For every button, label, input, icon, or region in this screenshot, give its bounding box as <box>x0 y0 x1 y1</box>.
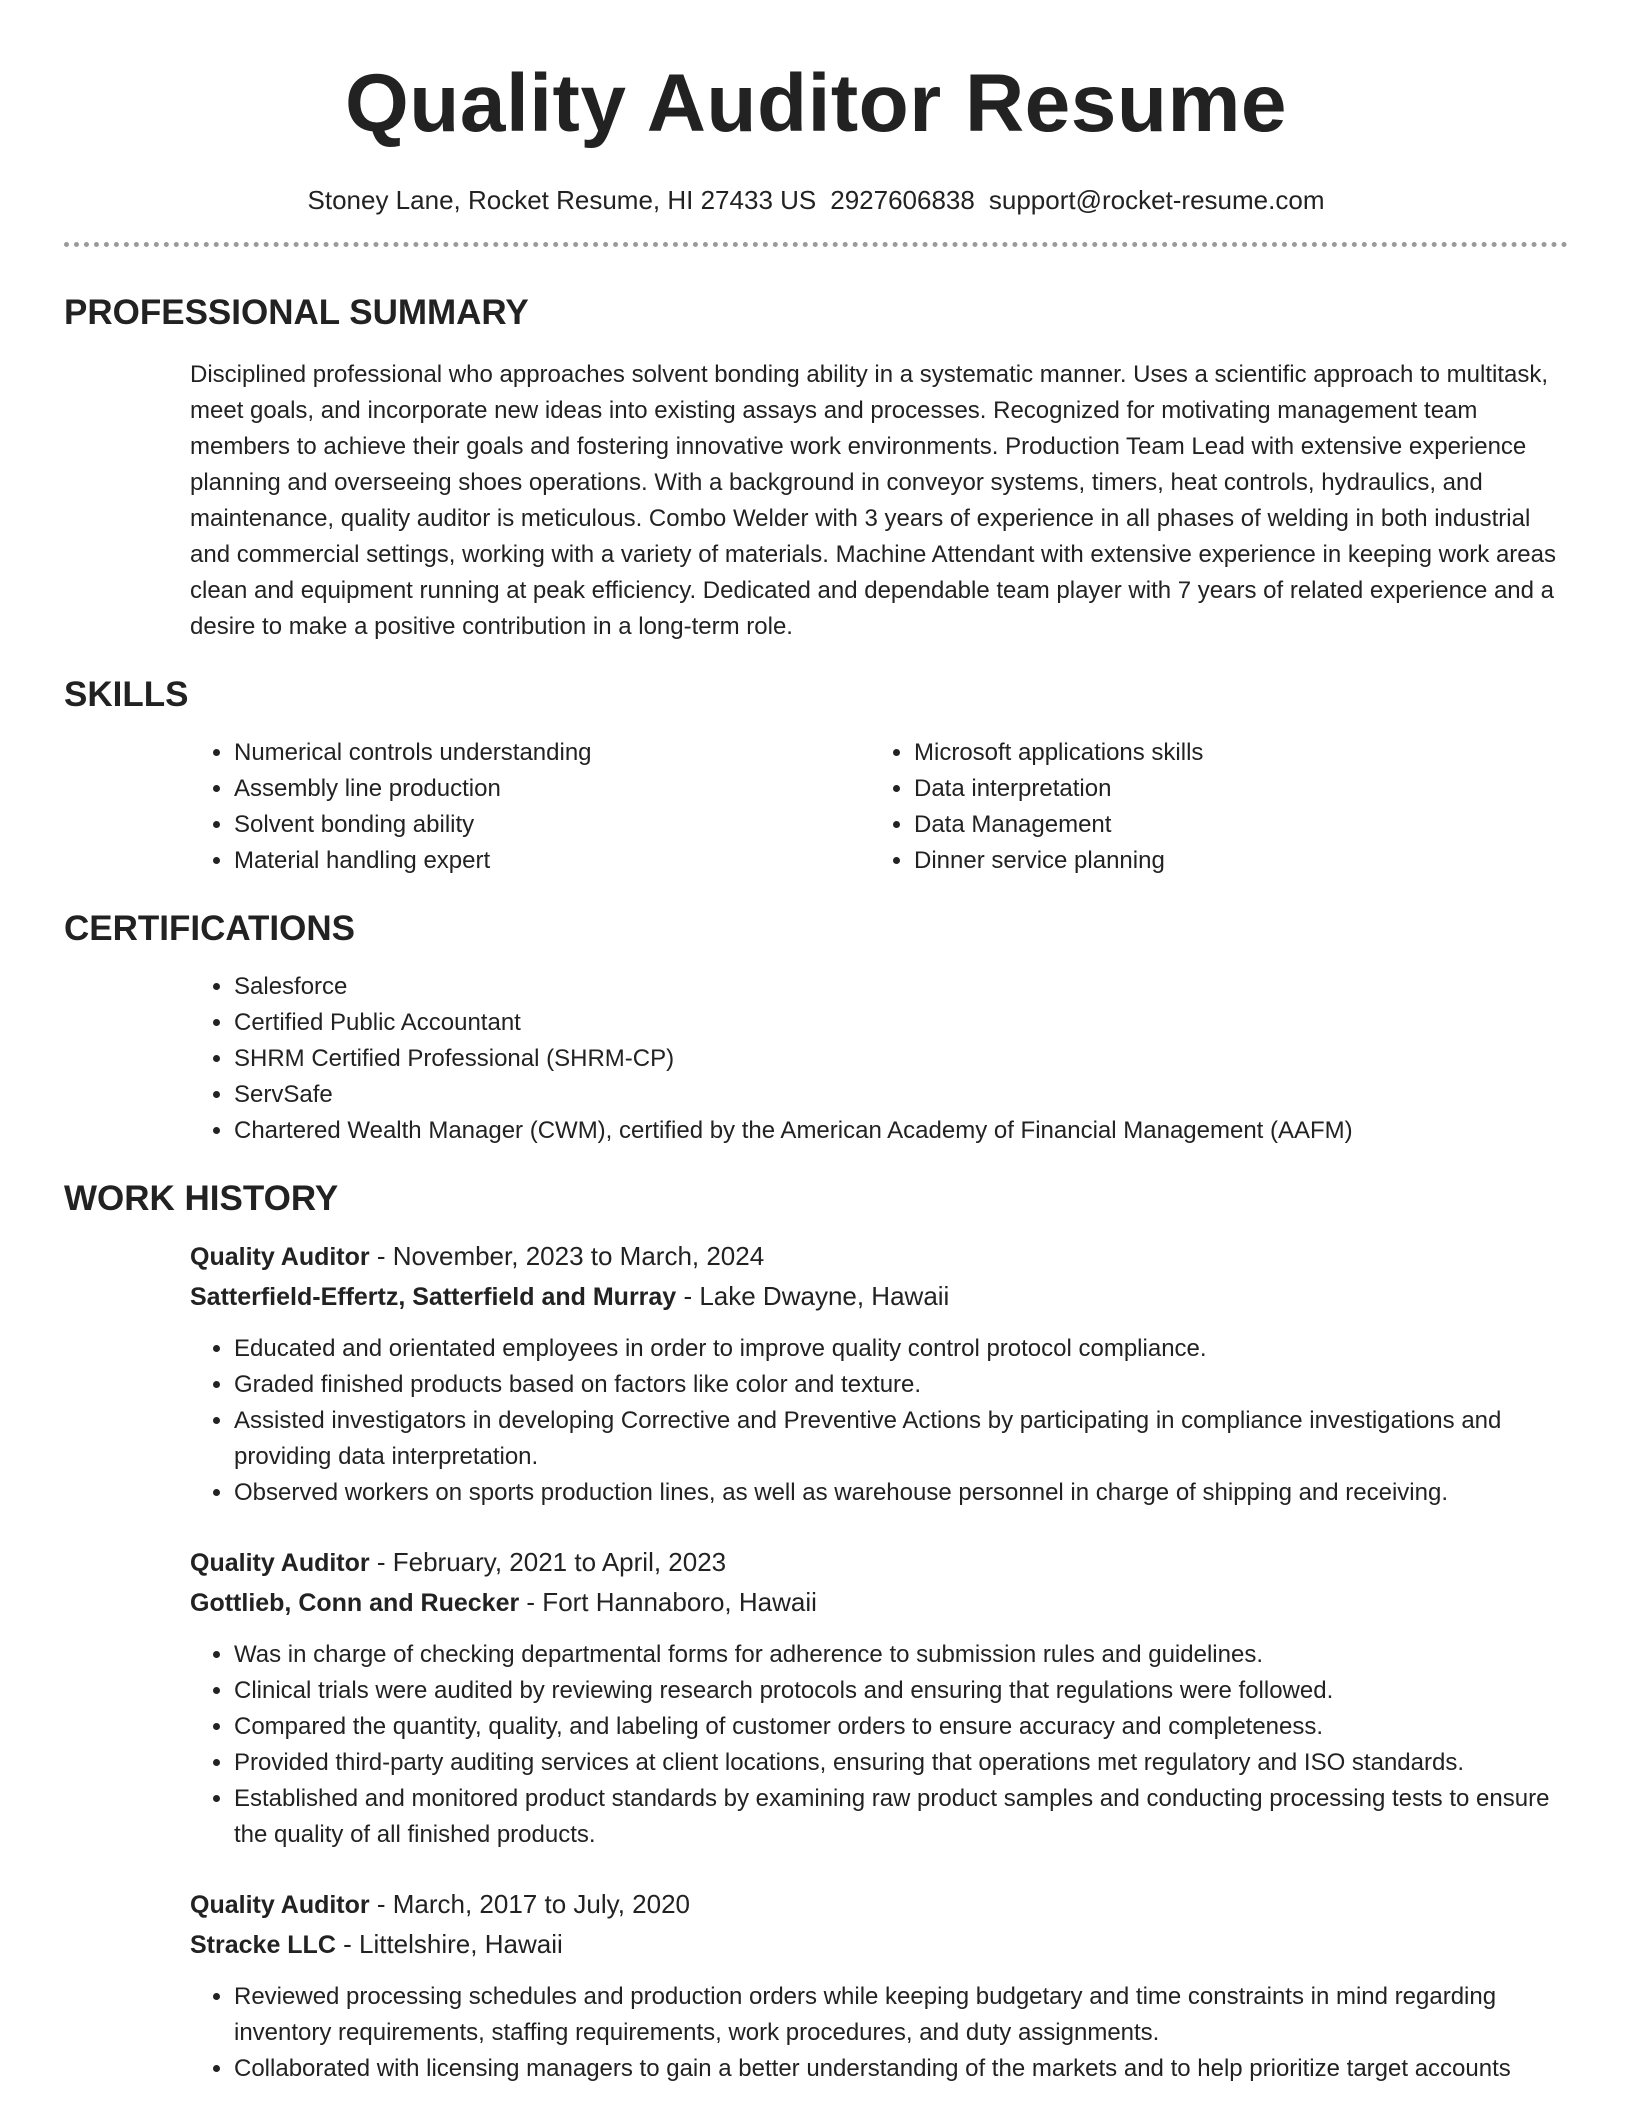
job-company-line <box>190 1277 1568 1317</box>
job-location: - Lake Dwayne, Hawaii <box>676 1281 950 1311</box>
job-title-line <box>190 1543 1568 1583</box>
job-bullets <box>64 1637 1568 1853</box>
skills-column-left <box>190 735 870 879</box>
work-history-section <box>64 1177 1568 2087</box>
list-item: • Reviewed processing schedules and production orders while keeping budgetary and time constraints in mind regarding inventory requirements, staffing requirements, work procedures, and duty assignments. <box>234 1979 1568 2051</box>
list-item: • SHRM Certified Professional (SHRM-CP) <box>234 1041 1568 1077</box>
job-bullets <box>64 1331 1568 1511</box>
list-item: • Graded finished products based on factors like color and texture. <box>234 1367 1568 1403</box>
job-location: - Littelshire, Hawaii <box>335 1929 563 1959</box>
certifications-body <box>190 969 1568 1149</box>
job-entry <box>190 1885 1568 2087</box>
list-item: • ServSafe <box>234 1077 1568 1113</box>
list-item: • Microsoft applications skills <box>914 735 1550 771</box>
list-item: • Educated and orientated employees in order to improve quality control protocol compliance. <box>234 1331 1568 1367</box>
job-entry <box>190 1543 1568 1853</box>
job-entry <box>190 1237 1568 1511</box>
skills-list-right <box>870 735 1550 879</box>
job-dates: - November, 2023 to March, 2024 <box>369 1241 765 1271</box>
list-item: • Established and monitored product standards by examining raw product samples and conducting processing tests to ensure the quality of all finished products. <box>234 1781 1568 1853</box>
list-item: • Was in charge of checking departmental forms for adherence to submission rules and guidelines. <box>234 1637 1568 1673</box>
skills-grid <box>190 735 1568 879</box>
list-item: • Clinical trials were audited by reviewing research protocols and ensuring that regulations were followed. <box>234 1673 1568 1709</box>
job-company-line <box>190 1583 1568 1623</box>
job-title: Quality Auditor <box>190 1549 370 1577</box>
contact-address: Stoney Lane, Rocket Resume, HI 27433 US <box>307 185 817 215</box>
list-item: • Certified Public Accountant <box>234 1005 1568 1041</box>
list-item: • Assisted investigators in developing Corrective and Preventive Actions by participating in compliance investigations and providing data interpretation. <box>234 1403 1568 1475</box>
contact-line <box>64 182 1568 218</box>
job-bullets <box>64 1979 1568 2087</box>
job-company: Satterfield-Effertz, Satterfield and Murray <box>190 1283 677 1311</box>
header-divider <box>64 242 1568 247</box>
contact-email: support@rocket-resume.com <box>988 185 1325 215</box>
work-history-heading: WORK HISTORY <box>64 1179 339 1218</box>
list-item: • Observed workers on sports production lines, as well as warehouse personnel in charge of shipping and receiving. <box>234 1475 1568 1511</box>
list-item: • Data interpretation <box>914 771 1550 807</box>
job-title-line <box>190 1885 1568 1925</box>
job-company-line <box>190 1925 1568 1965</box>
list-item: • Data Management <box>914 807 1550 843</box>
list-item: • Chartered Wealth Manager (CWM), certified by the American Academy of Financial Management (AAFM) <box>234 1113 1568 1149</box>
summary-text: Disciplined professional who approaches solvent bonding ability in a systematic manner. Uses a scientific approach to multitask, meet goals, and incorporate new ideas into existing assays and processes. Recognized for motivating management team members to achieve their goals and fostering innovative work environments. Production Team Lead with extensive experience planning and overseeing shoes operations. With a background in conveyor systems, timers, heat controls, hydraulics, and maintenance, quality auditor is meticulous. Combo Welder with 3 years of experience in all phases of welding in both industrial and commercial settings, working with a variety of materials. Machine Attendant with extensive experience in keeping work areas clean and equipment running at peak efficiency. Dedicated and dependable team player with 7 years of related experience and a desire to make a positive contribution in a long-term role. <box>190 361 1556 640</box>
summary-section <box>64 291 1568 645</box>
skills-column-right <box>870 735 1550 879</box>
skills-section <box>64 673 1568 879</box>
skills-list-left <box>190 735 870 879</box>
list-item: • Numerical controls understanding <box>234 735 870 771</box>
job-company: Gottlieb, Conn and Ruecker <box>190 1589 520 1617</box>
list-item: • Material handling expert <box>234 843 870 879</box>
contact-phone: 2927606838 <box>830 185 975 215</box>
job-company: Stracke LLC <box>190 1931 336 1959</box>
skills-heading: SKILLS <box>64 675 189 714</box>
certifications-heading: CERTIFICATIONS <box>64 909 356 948</box>
list-item: • Collaborated with licensing managers to gain a better understanding of the markets and to help prioritize target accounts <box>234 2051 1568 2087</box>
list-item: • Compared the quantity, quality, and labeling of customer orders to ensure accuracy and completeness. <box>234 1709 1568 1745</box>
job-dates: - February, 2021 to April, 2023 <box>369 1547 727 1577</box>
list-item: • Solvent bonding ability <box>234 807 870 843</box>
job-location: - Fort Hannaboro, Hawaii <box>519 1587 817 1617</box>
list-item: • Assembly line production <box>234 771 870 807</box>
list-item: • Dinner service planning <box>914 843 1550 879</box>
summary-heading: PROFESSIONAL SUMMARY <box>64 293 529 332</box>
job-title: Quality Auditor <box>190 1243 370 1271</box>
list-item: • Salesforce <box>234 969 1568 1005</box>
job-dates: - March, 2017 to July, 2020 <box>369 1889 690 1919</box>
job-title: Quality Auditor <box>190 1891 370 1919</box>
list-item: • Provided third-party auditing services at client locations, ensuring that operations met regulatory and ISO standards. <box>234 1745 1568 1781</box>
job-title-line <box>190 1237 1568 1277</box>
certifications-list <box>190 969 1568 1149</box>
page-title: Quality Auditor Resume <box>345 58 1287 149</box>
certifications-section <box>64 907 1568 1149</box>
